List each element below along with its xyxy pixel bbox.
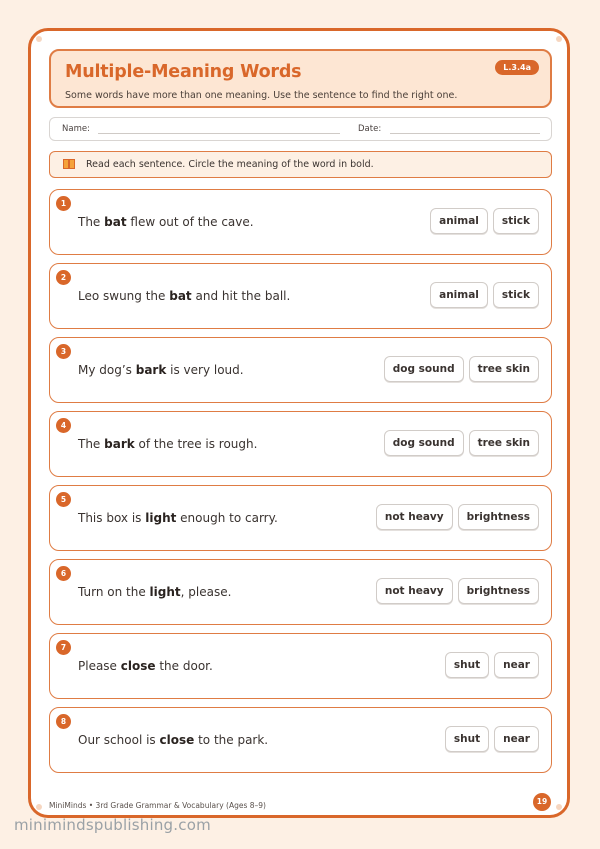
sentence-end: to the park. [194, 733, 269, 747]
answer-options [376, 578, 539, 604]
sentence-end: flew out of the cave. [126, 215, 254, 229]
date-label: Date: [358, 124, 382, 134]
date-field[interactable] [390, 133, 540, 134]
question-card [49, 411, 552, 477]
book-icon [63, 159, 76, 169]
corner-dot [36, 804, 42, 810]
target-word: bark [135, 363, 167, 377]
question-sentence [78, 437, 257, 451]
answer-option[interactable]: shut [445, 652, 489, 678]
sentence-end: , please. [180, 585, 232, 599]
sentence-end: enough to carry. [176, 511, 278, 525]
answer-options [430, 208, 539, 234]
question-number: 4 [56, 418, 71, 433]
answer-option[interactable]: near [494, 652, 539, 678]
watermark: minimindspublishing.com [14, 816, 211, 834]
sentence-start: Our school is [78, 733, 160, 747]
question-number: 3 [56, 344, 71, 359]
name-date-bar [49, 117, 552, 141]
question-card [49, 633, 552, 699]
question-card [49, 707, 552, 773]
answer-option[interactable]: tree skin [469, 430, 539, 456]
sentence-start: The [78, 437, 105, 451]
sentence-end: is very loud. [166, 363, 244, 377]
answer-options [384, 356, 539, 382]
question-card [49, 485, 552, 551]
sentence-start: Leo swung the [78, 289, 170, 303]
answer-option[interactable]: tree skin [469, 356, 539, 382]
name-label: Name: [62, 124, 90, 134]
question-card [49, 559, 552, 625]
answer-option[interactable]: brightness [458, 504, 539, 530]
answer-options [445, 726, 539, 752]
name-field[interactable] [98, 133, 340, 134]
question-sentence [78, 289, 290, 303]
question-card [49, 189, 552, 255]
sentence-start: My dog’s [78, 363, 136, 377]
page-subtitle: Some words have more than one meaning. Use the sentence to find the right one. [65, 90, 458, 101]
question-sentence [78, 659, 213, 673]
answer-options [430, 282, 539, 308]
question-number: 5 [56, 492, 71, 507]
sentence-start: Please [78, 659, 121, 673]
page-number: 19 [533, 793, 551, 811]
question-number: 7 [56, 640, 71, 655]
standard-badge: L.3.4a [495, 60, 539, 75]
corner-dot [556, 36, 562, 42]
sentence-start: The [78, 215, 105, 229]
corner-dot [556, 804, 562, 810]
worksheet-page [28, 28, 570, 818]
sentence-start: This box is [78, 511, 146, 525]
target-word: light [149, 585, 181, 599]
question-sentence [78, 585, 231, 599]
question-number: 1 [56, 196, 71, 211]
answer-options [376, 504, 539, 530]
answer-option[interactable]: near [494, 726, 539, 752]
page-title: Multiple-Meaning Words [65, 62, 302, 82]
answer-option[interactable]: dog sound [384, 356, 464, 382]
instructions-text: Read each sentence. Circle the meaning of the word in bold. [86, 159, 374, 170]
instructions-box [49, 151, 552, 178]
answer-option[interactable]: animal [430, 208, 488, 234]
sentence-start: Turn on the [78, 585, 150, 599]
title-banner [49, 49, 552, 108]
target-word: bark [104, 437, 135, 451]
question-sentence [78, 511, 278, 525]
question-card [49, 263, 552, 329]
question-card [49, 337, 552, 403]
target-word: bat [104, 215, 127, 229]
answer-options [445, 652, 539, 678]
question-sentence [78, 733, 268, 747]
sentence-end: the door. [155, 659, 213, 673]
target-word: bat [169, 289, 192, 303]
sentence-end: of the tree is rough. [134, 437, 258, 451]
answer-option[interactable]: not heavy [376, 504, 453, 530]
target-word: close [120, 659, 156, 673]
answer-option[interactable]: stick [493, 208, 539, 234]
question-number: 6 [56, 566, 71, 581]
target-word: close [159, 733, 195, 747]
question-number: 2 [56, 270, 71, 285]
answer-option[interactable]: stick [493, 282, 539, 308]
answer-option[interactable]: animal [430, 282, 488, 308]
sentence-end: and hit the ball. [191, 289, 291, 303]
answer-option[interactable]: shut [445, 726, 489, 752]
footer-text: MiniMinds • 3rd Grade Grammar & Vocabulary (Ages 8–9) [49, 801, 266, 810]
question-sentence [78, 215, 254, 229]
answer-option[interactable]: not heavy [376, 578, 453, 604]
answer-options [384, 430, 539, 456]
target-word: light [145, 511, 177, 525]
answer-option[interactable]: brightness [458, 578, 539, 604]
question-sentence [78, 363, 244, 377]
answer-option[interactable]: dog sound [384, 430, 464, 456]
corner-dot [36, 36, 42, 42]
question-number: 8 [56, 714, 71, 729]
